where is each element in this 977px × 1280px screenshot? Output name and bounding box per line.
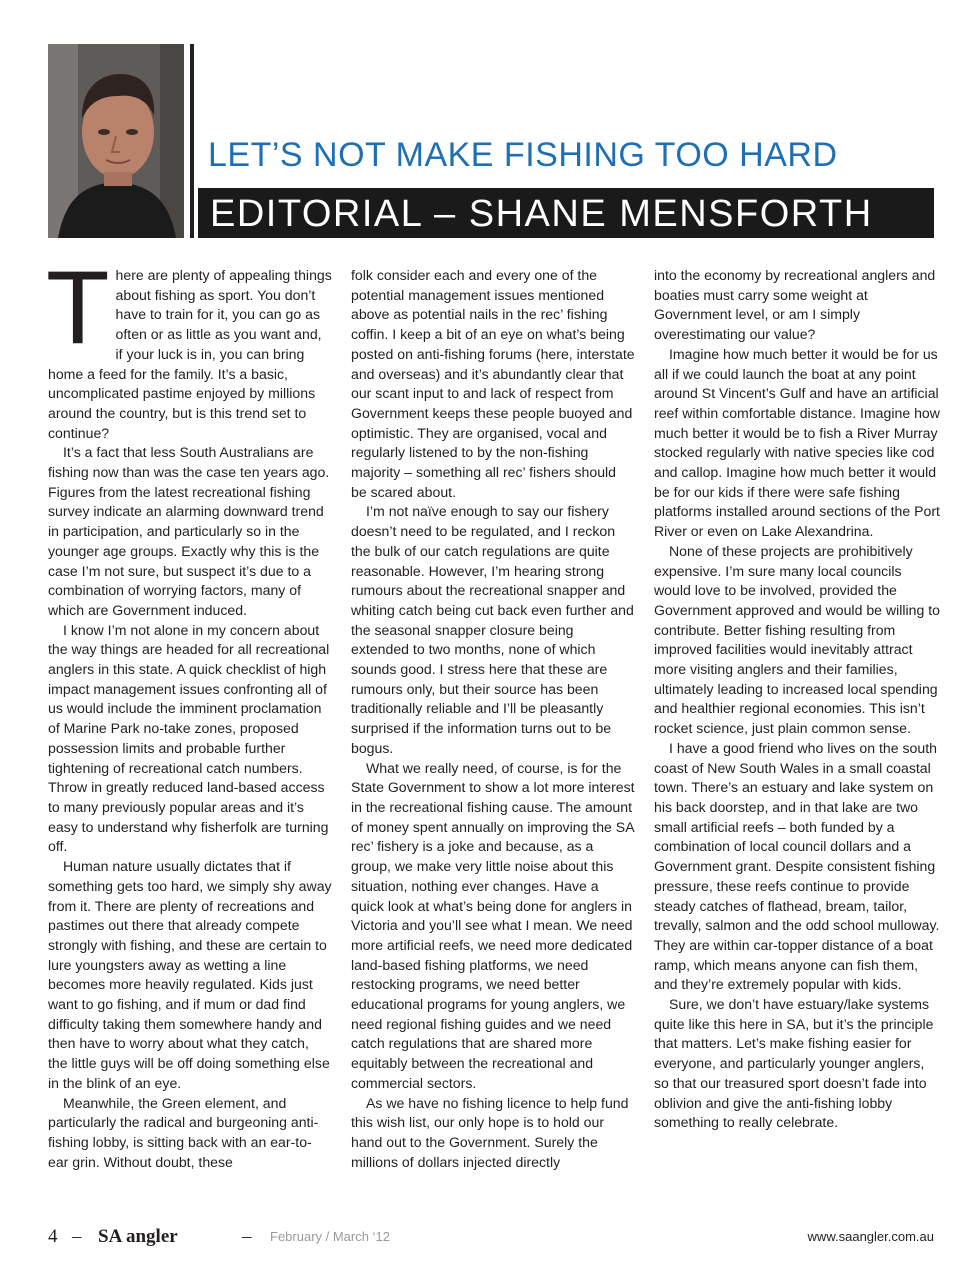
website-url: www.saangler.com.au bbox=[807, 1229, 934, 1244]
page-footer bbox=[48, 1226, 934, 1250]
article-byline: EDITORIAL – SHANE MENSFORTH bbox=[210, 193, 873, 235]
paragraph: into the economy by recreational anglers and boaties must carry some weight at Government level, or am I simply overestimating our value? bbox=[654, 267, 936, 343]
article-headline: LET’S NOT MAKE FISHING TOO HARD bbox=[208, 136, 838, 174]
article-column-1 bbox=[46, 250, 332, 1172]
footer-separator: – bbox=[242, 1226, 252, 1247]
article-column-3 bbox=[654, 266, 940, 1133]
drop-cap: T bbox=[46, 250, 110, 366]
issue-date: February / March ‘12 bbox=[270, 1229, 390, 1244]
paragraph: Human nature usually dictates that if something gets too hard, we simply shy away from it. There are plenty of recreations and pastimes out there that already compete strongly with fishing, and these are certain to lure youngsters away as wetting a line becomes more heavily regulated. Kids just want to go fishing, and if mum or dad find difficulty taking them somewhere handy and then have to worry about what they catch, the little guys will be off doing something else in the blink of an eye. bbox=[48, 858, 332, 1091]
paragraph: I’m not naïve enough to say our fishery doesn’t need to be regulated, and I reckon the bulk of our catch regulations are quite reasonable. However, I’m hearing strong rumours about the recreational snapper and whiting catch being cut back even further and the seasonal snapper closure being extended to two months, none of which sounds good. I stress here that these are rumours only, but their source has been traditionally reliable and I’ll be pleasantly surprised if the information turns out to be bogus. bbox=[351, 503, 634, 756]
paragraph: folk consider each and every one of the potential management issues mentioned above as potential nails in the rec’ fishing coffin. I keep a bit of an eye on what’s being posted on anti-fishing forums (here, interstate and overseas) and it’s abundantly clear that our scant input to and lack of respect from Government keeps these people buoyed and optimistic. They are organised, vocal and regularly listened to by the non-fishing majority – something all rec’ fishers should be scared about. bbox=[351, 267, 635, 500]
paragraph: What we really need, of course, is for the State Government to show a lot more interest in the recreational fishing cause. The amount of money spent annually on improving the SA rec’ fishery is a joke and because, as a group, we make very little noise about this situation, nothing ever changes. Have a quick look at what’s being done for anglers in Victoria and you’ll see what I mean. We need more artificial reefs, we need more dedicated land-based fishing platforms, we need restocking programs, we need better educational programs for young anglers, we need regional fishing guides and we need catch regulations that are shared more equitably between the recreational and commercial sectors. bbox=[351, 759, 635, 1091]
paragraph: I have a good friend who lives on the south coast of New South Wales in a small coastal town. There’s an estuary and lake system on his back doorstep, and in that lake are two small artificial reefs – both funded by a combination of local council dollars and a Government grant. Despite consistent fishing pressure, these reefs continue to provide steady catches of flathead, bream, tailor, trevally, salmon and the odd school mulloway. They are within car-topper distance of a boat ramp, which means anyone can fish them, and they’re extremely popular with kids. bbox=[654, 739, 940, 993]
header-vertical-rule bbox=[190, 44, 194, 238]
paragraph: Sure, we don’t have estuary/lake systems quite like this here in SA, but it’s the principle that matters. Let’s make fishing easier for everyone, and particularly younger anglers, so that our treasured sport doesn’t fade into oblivion and give the anti-fishing lobby something to really celebrate. bbox=[654, 996, 934, 1131]
paragraph: Imagine how much better it would be for us all if we could launch the boat at any point around St Vincent’s Gulf and have an artificial reef within comfortable distance. Imagine how much better it would be to fish a River Murray stocked regularly with native species like cod and callop. Imagine how much better it would be for our kids if there were safe fishing platforms installed around sections of the Port River or even on Lake Alexandrina. bbox=[654, 345, 940, 540]
paragraph: As we have no fishing licence to help fund this wish list, our only hope is to hold our hand out to the Government. Surely the millions of dollars injected directly bbox=[351, 1094, 629, 1170]
footer-separator: – bbox=[72, 1226, 82, 1247]
author-photo bbox=[48, 44, 184, 238]
paragraph: None of these projects are prohibitively expensive. I’m sure many local councils would love to be involved, provided the Government approved and would be willing to contribute. Better fishing resulting from improved facilities would inevitably attract more visiting anglers and their families, ultimately leading to increased local spending and healthier regional economies. This isn’t rocket science, just plain common sense. bbox=[654, 542, 940, 737]
paragraph: It’s a fact that less South Australians are fishing now than was the case ten years ago. Figures from the latest recreational fishing survey indicate an alarming downward trend in participation, and particularly so in the younger age groups. Exactly why this is the case I’m not sure, but suspect it’s due to a combination of worrying factors, many of which are Government induced. bbox=[48, 444, 330, 618]
paragraph: There are plenty of appealing things about fishing as sport. You don’t have to train for it, you can go as often or as little as you want and, if your luck is in, you can bring home a feed for the family. It’s a basic, uncomplicated pastime enjoyed by millions around the country, but is this trend set to continue? bbox=[46, 250, 332, 441]
article-column-2 bbox=[351, 266, 635, 1172]
author-portrait-illustration bbox=[48, 44, 184, 238]
paragraph: I know I’m not alone in my concern about the way things are headed for all recreational anglers in this state. A quick checklist of high impact management issues confronting all of us would include the imminent proclamation of Marine Park no-take zones, proposed possession limits and probable further tightening of recreational catch numbers. Throw in greatly reduced land-based access to many previously popular areas and it’s easy to understand why fisherfolk are turning off. bbox=[48, 621, 330, 855]
paragraph: Meanwhile, the Green element, and particularly the radical and burgeoning anti-fishing lobby, is sitting back with an ear-to-ear grin. Without doubt, these bbox=[48, 1094, 319, 1170]
magazine-name: SA angler bbox=[98, 1226, 178, 1247]
page-number: 4 bbox=[48, 1226, 58, 1247]
